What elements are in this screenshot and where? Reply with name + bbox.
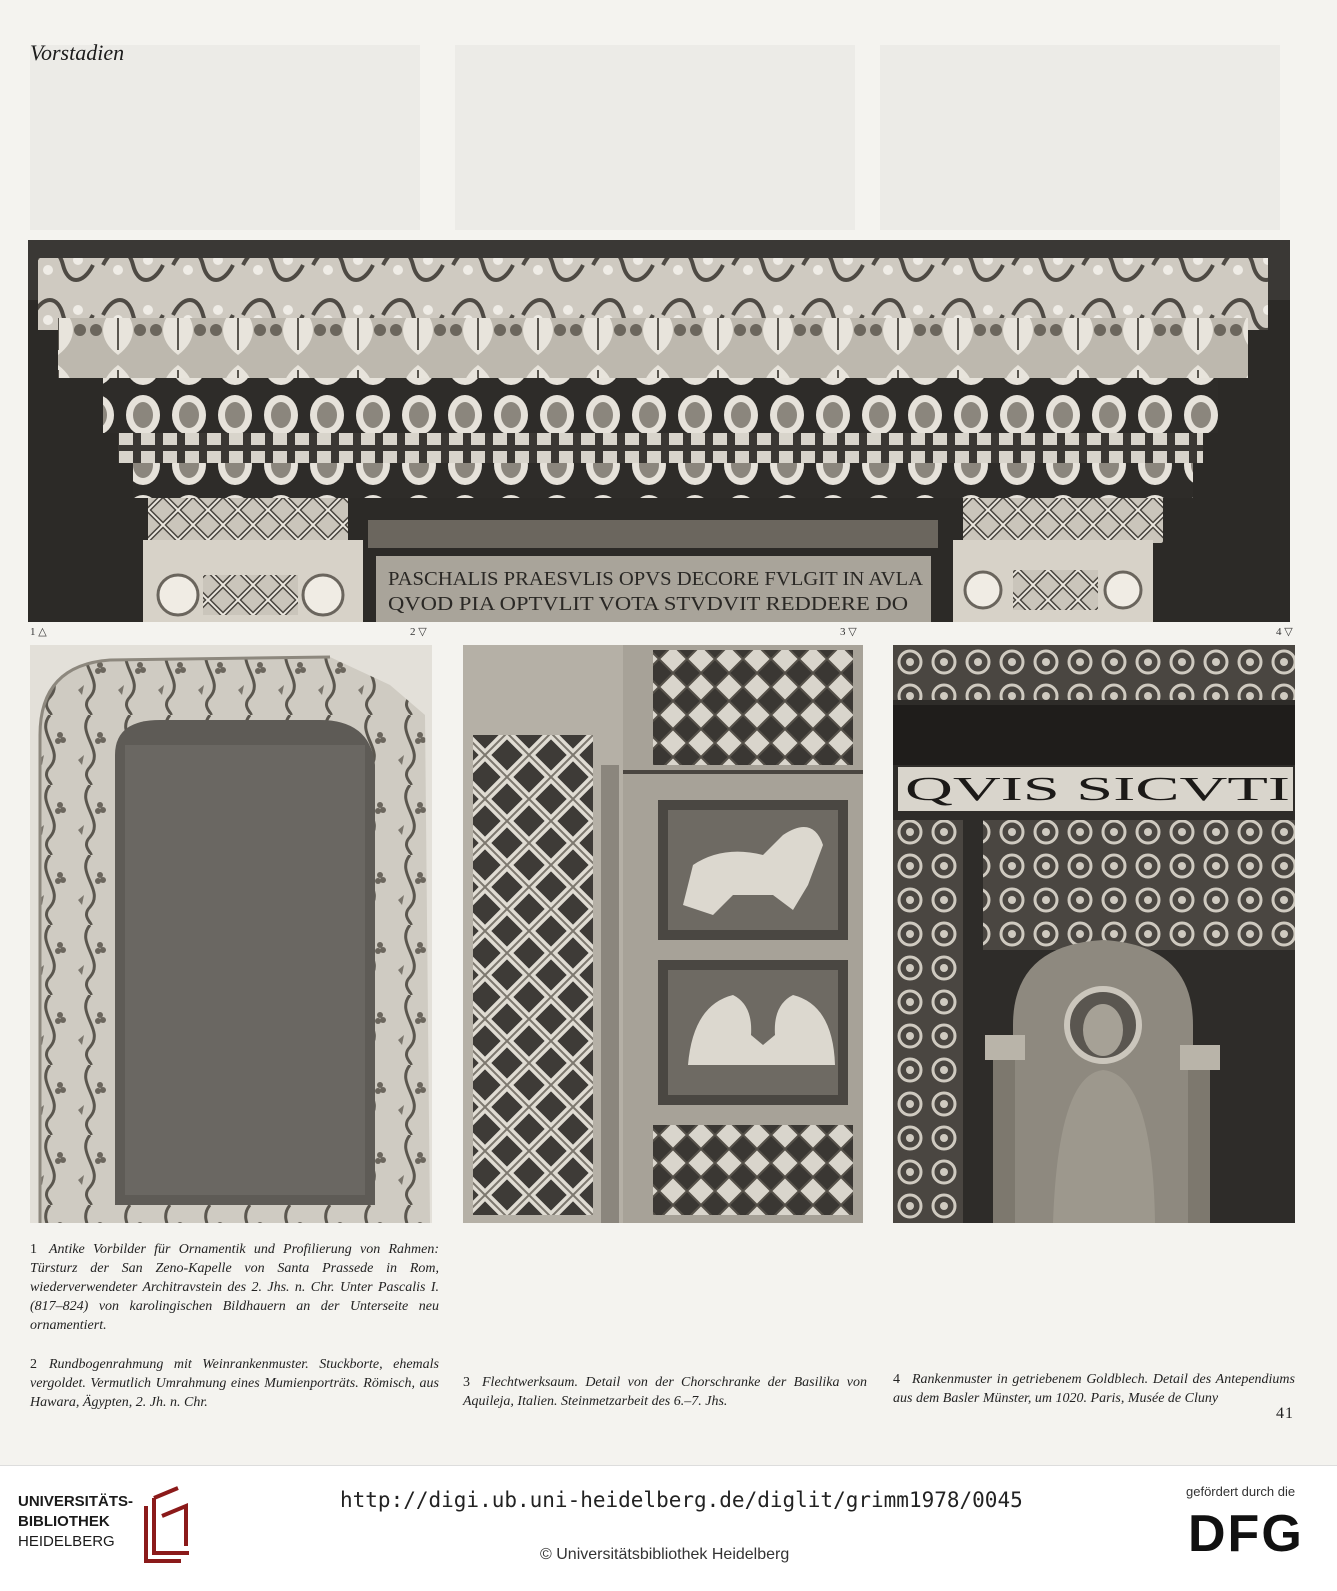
page-number: 41: [1276, 1405, 1294, 1422]
viewer-footer: [0, 1465, 1337, 1591]
lintel-inscription-line-2: QVOD PIA OPTVLIT VOTA STVDVIT REDDERE DO: [388, 593, 908, 615]
figure-2-arch-frame-photo: [30, 645, 432, 1223]
library-emblem-icon: [136, 1486, 200, 1566]
library-line-2: BIBLIOTHEK: [18, 1513, 110, 1530]
document-url-link[interactable]: http://digi.ub.uni-heidelberg.de/diglit/grimm1978/0045: [340, 1488, 1023, 1512]
antependium-inscription: QVIS SICVTI: [905, 771, 1290, 808]
library-line-3: HEIDELBERG: [18, 1533, 115, 1550]
library-line-1: UNIVERSITÄTS-: [18, 1493, 134, 1510]
figure-marker-1: 1 △: [30, 626, 47, 638]
bleed-through-right: [880, 45, 1280, 230]
figure-marker-4: 4 ▽: [1276, 626, 1293, 638]
figure-1-lintel-photo: [28, 240, 1290, 622]
caption-3-number: 3: [463, 1375, 470, 1390]
bleed-through-left: [30, 45, 420, 230]
running-header: Vorstadien: [30, 40, 125, 65]
caption-figure-3: [463, 1373, 867, 1411]
bleed-through-center: [455, 45, 855, 230]
dfg-logo[interactable]: DFG: [1188, 1505, 1304, 1563]
caption-figure-2: [30, 1355, 439, 1412]
caption-figure-1: [30, 1240, 439, 1335]
caption-2-number: 2: [30, 1357, 37, 1372]
figure-4-gold-antependium-photo: [893, 645, 1295, 1223]
caption-figure-4: [893, 1370, 1295, 1408]
caption-3-text: Flechtwerksaum. Detail von der Chorschranke der Basilika von Aquileja, Italien. Steinmetzarbeit des 6.–7. Jhs.: [463, 1375, 867, 1409]
library-name: [18, 1492, 133, 1552]
library-logo[interactable]: [18, 1486, 198, 1566]
figure-marker-3: 3 ▽: [840, 626, 857, 638]
lintel-inscription-line-1: PASCHALIS PRAESVLIS OPVS DECORE FVLGIT IN AVLA: [388, 568, 924, 590]
caption-4-text: Rankenmuster in getriebenem Goldblech. Detail des Antependiums aus dem Basler Münster, um 1020. Paris, Musée de Cluny: [893, 1372, 1295, 1406]
funding-note: gefördert durch die: [1186, 1484, 1296, 1499]
figure-3-interlace-panel-photo: [463, 645, 863, 1223]
caption-2-text: Rundbogenrahmung mit Weinrankenmuster. Stuckborte, ehemals vergoldet. Vermutlich Umrahmung eines Mumienporträts. Römisch, aus Hawara, Ägypten, 2. Jh. n. Chr.: [30, 1357, 439, 1410]
figure-marker-2: 2 ▽: [410, 626, 427, 638]
caption-1-text: Antike Vorbilder für Ornamentik und Profilierung von Rahmen: Türsturz der San Zeno-Kapelle von Santa Prassede in Rom, wiederverwendeter Architravstein des 2. Jhs. n. Chr. Unter Pascalis I. (817–824) von karolingischen Bildhauern an der Unterseite neu ornamentiert.: [30, 1242, 439, 1333]
caption-4-number: 4: [893, 1372, 900, 1387]
copyright-notice: © Universitätsbibliothek Heidelberg: [540, 1546, 790, 1563]
caption-1-number: 1: [30, 1242, 37, 1257]
